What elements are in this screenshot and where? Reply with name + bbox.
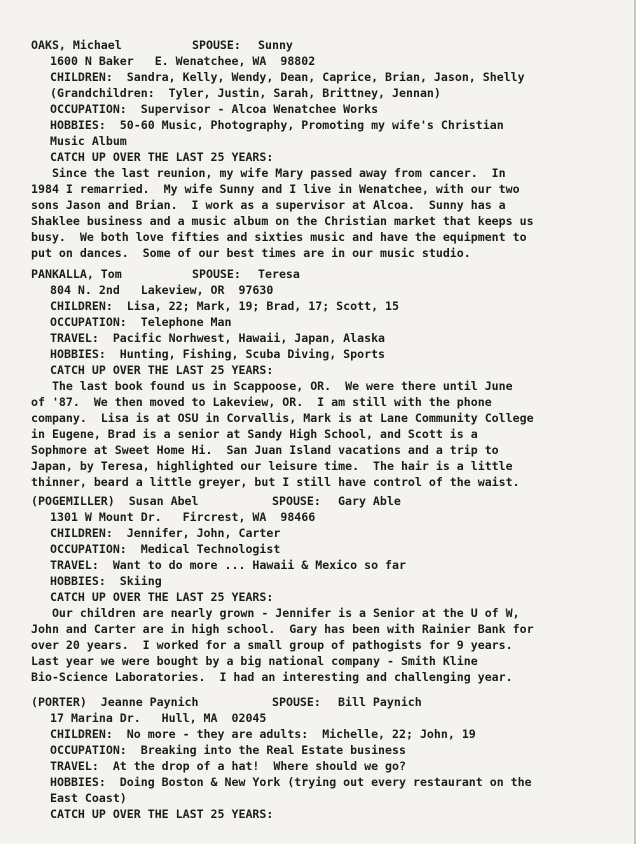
spouse-name: Bill Paynich (338, 695, 422, 709)
hobbies-line: HOBBIES: Skiing (50, 574, 162, 588)
occupation-line: OCCUPATION: Medical Technologist (50, 542, 281, 556)
spouse-label: SPOUSE: (272, 494, 321, 508)
paragraph-line: Shaklee business and a music album on the Christian market that keeps us (31, 214, 534, 228)
entry-name: (PORTER) Jeanne Paynich (31, 695, 199, 709)
paragraph-line: of '87. We then moved to Lakeview, OR. I am still with the phone (31, 395, 492, 409)
catch-up-heading: CATCH UP OVER THE LAST 25 YEARS: (50, 150, 274, 164)
paragraph-line: Sophmore at Sweet Home Hi. San Juan Island vacations and a trip to (31, 443, 499, 457)
spouse-label: SPOUSE: (272, 695, 321, 709)
catch-up-heading: CATCH UP OVER THE LAST 25 YEARS: (50, 807, 274, 821)
occupation-line: OCCUPATION: Breaking into the Real Estate business (50, 743, 406, 757)
catch-up-heading: CATCH UP OVER THE LAST 25 YEARS: (50, 590, 274, 604)
paragraph-line: Bio-Science Laboratories. I had an interesting and challenging year. (31, 670, 513, 684)
paragraph-line: sons Jason and Brian. I work as a supervisor at Alcoa. Sunny has a (31, 198, 506, 212)
hobbies-continued-line: East Coast) (50, 791, 127, 805)
paragraph-line: Since the last reunion, my wife Mary passed away from cancer. In (31, 166, 506, 180)
occupation-line: OCCUPATION: Supervisor - Alcoa Wenatchee Works (50, 102, 379, 116)
address-line: 1600 N Baker E. Wenatchee, WA 98802 (50, 54, 316, 68)
paragraph-line: thinner, beard a little greyer, but I still have control of the waist. (31, 475, 520, 489)
hobbies-line: HOBBIES: 50-60 Music, Photography, Promoting my wife's Christian (50, 118, 504, 132)
paragraph-line: put on dances. Some of our best times are in our music studio. (31, 246, 471, 260)
hobbies-line: HOBBIES: Hunting, Fishing, Scuba Diving, Sports (50, 347, 386, 361)
spouse-label: SPOUSE: (192, 38, 241, 52)
address-line: 804 N. 2nd Lakeview, OR 97630 (50, 283, 274, 297)
children-line: CHILDREN: Sandra, Kelly, Wendy, Dean, Caprice, Brian, Jason, Shelly (50, 70, 525, 84)
paragraph-line: Last year we were bought by a big national company - Smith Kline (31, 654, 478, 668)
grandchildren-line: (Grandchildren: Tyler, Justin, Sarah, Brittney, Jennan) (50, 86, 441, 100)
hobbies-line: HOBBIES: Doing Boston & New York (trying out every restaurant on the (50, 775, 532, 789)
hobbies-continued-line: Music Album (50, 134, 127, 148)
children-line: CHILDREN: Jennifer, John, Carter (50, 526, 281, 540)
paragraph-line: John and Carter are in high school. Gary has been with Rainier Bank for (31, 622, 534, 636)
spouse-name: Gary Able (338, 494, 401, 508)
entry-name: (POGEMILLER) Susan Abel (31, 494, 199, 508)
address-line: 17 Marina Dr. Hull, MA 02045 (50, 711, 267, 725)
paragraph-line: company. Lisa is at OSU in Corvallis, Mark is at Lane Community College (31, 411, 534, 425)
spouse-name: Teresa (258, 267, 300, 281)
paragraph-line: 1984 I remarried. My wife Sunny and I live in Wenatchee, with our two (31, 182, 520, 196)
children-line: CHILDREN: Lisa, 22; Mark, 19; Brad, 17; Scott, 15 (50, 299, 400, 313)
entry-name: PANKALLA, Tom (31, 267, 122, 281)
entry-name: OAKS, Michael (31, 38, 122, 52)
travel-line: TRAVEL: Want to do more ... Hawaii & Mexico so far (50, 558, 406, 572)
paragraph-line: Our children are nearly grown - Jennifer is a Senior at the U of W, (31, 606, 520, 620)
children-line: CHILDREN: No more - they are adults: Michelle, 22; John, 19 (50, 727, 476, 741)
paragraph-line: busy. We both love fifties and sixties music and have the equipment to (31, 230, 527, 244)
travel-line: TRAVEL: At the drop of a hat! Where should we go? (50, 759, 406, 773)
paragraph-line: The last book found us in Scappoose, OR. We were there until June (31, 379, 513, 393)
travel-line: TRAVEL: Pacific Norhwest, Hawaii, Japan, Alaska (50, 331, 386, 345)
paragraph-line: Japan, by Teresa, highlighted our leisure time. The hair is a little (31, 459, 513, 473)
paragraph-line: in Eugene, Brad is a senior at Sandy High School, and Scott is a (31, 427, 478, 441)
occupation-line: OCCUPATION: Telephone Man (50, 315, 232, 329)
address-line: 1301 W Mount Dr. Fircrest, WA 98466 (50, 510, 316, 524)
catch-up-heading: CATCH UP OVER THE LAST 25 YEARS: (50, 363, 274, 377)
spouse-name: Sunny (258, 38, 293, 52)
paragraph-line: over 20 years. I worked for a small group of pathogists for 9 years. (31, 638, 513, 652)
spouse-label: SPOUSE: (192, 267, 241, 281)
